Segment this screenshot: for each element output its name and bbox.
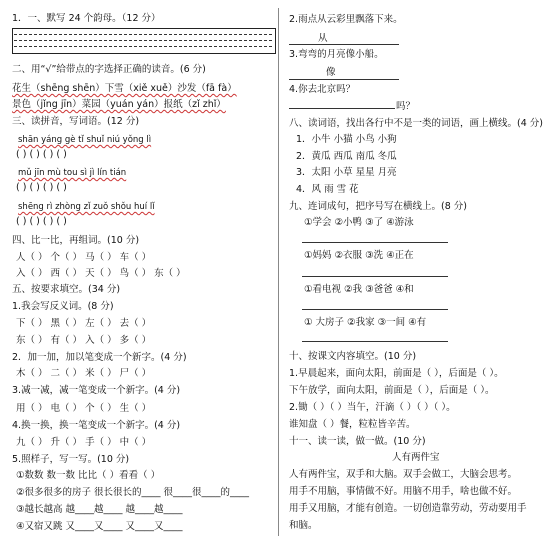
writing-guide-line bbox=[14, 40, 272, 41]
answer-line bbox=[302, 276, 448, 277]
q7-3-answer-word: 像 bbox=[326, 67, 336, 78]
q9-row-4: ① 大房子 ②我家 ③一间 ④有 bbox=[304, 317, 427, 328]
q7-2-sentence: 2.雨点从云彩里飘落下来。 bbox=[289, 14, 403, 25]
q10-row-1: 1.早晨起来，面向太阳，前面是（ ），后面是（ ）。 bbox=[289, 368, 504, 379]
q10-row-3: 2.锄（ ）（ ）当午，汗滴（ ）（ ）（ ）。 bbox=[289, 402, 456, 413]
q7-3-sentence: 3.弯弯的月亮像小船。 bbox=[289, 49, 384, 60]
q8-heading: 八、读词语，找出各行中不是一类的词语，画上横线。(4 分) bbox=[289, 118, 543, 129]
q9-row-3: ①看电视 ②我 ③爸爸 ④和 bbox=[304, 284, 414, 295]
reading-paragraph-line: 人有两件宝，双手和大脑。双手会做工，大脑会思考。 bbox=[289, 469, 518, 480]
writing-guide-line bbox=[14, 34, 272, 35]
q8-row-1: 1．小牛 小猫 小鸟 小狗 bbox=[296, 134, 397, 145]
q9-row-2: ①妈妈 ②衣服 ③洗 ④正在 bbox=[304, 250, 414, 261]
q11-heading: 十一、读一读，做一做。(10 分) bbox=[289, 436, 426, 447]
q5-1-row-2: 东（ ） 有（ ） 入（ ） 多（ ） bbox=[16, 335, 152, 346]
pinyin-row-3: shēng rì zhòng zǐ zuǒ shǒu huí lǐ bbox=[18, 202, 155, 212]
q5-5-row-3: ③越长越高 越____越____ 越____越____ bbox=[16, 504, 183, 515]
q3-heading: 三、读拼音，写词语。(12 分) bbox=[12, 116, 140, 127]
q5-1-heading: 1.我会写反义词。(8 分) bbox=[12, 301, 114, 312]
q5-2-heading: 2．加一加，加以笔变成一个新字。(4 分) bbox=[12, 352, 187, 363]
reading-paragraph-line: 和脑。 bbox=[289, 520, 318, 531]
answer-line bbox=[289, 44, 399, 45]
q5-4-row: 九（ ） 升（ ） 手（ ） 中（ ） bbox=[16, 437, 152, 448]
q5-2-row: 木（ ） 二（ ） 米（ ） 尸（ ） bbox=[16, 368, 152, 379]
q5-heading: 五、按要求填空。(34 分) bbox=[12, 284, 121, 295]
q5-3-heading: 3.减一减，减一笔变成一个新字。(4 分) bbox=[12, 385, 181, 396]
pinyin-row-2: mǔ jīn mù tou sì jì lín tián bbox=[18, 168, 127, 178]
q7-4-sentence: 4.你去北京吗？ bbox=[289, 84, 356, 95]
answer-paren-row: ( ) ( ) ( ) ( ) bbox=[16, 149, 67, 160]
answer-line bbox=[289, 79, 399, 80]
q2-row-2: 景色（jǐng jīn）菜园（yuán yán）报纸（zǐ zhǐ） bbox=[12, 99, 226, 110]
q4-row-2: 入（ ） 西（ ） 天（ ） 鸟（ ） 东（ ） bbox=[16, 268, 186, 279]
q9-heading: 九、连词成句，把序号写在横线上。(8 分) bbox=[289, 201, 467, 212]
q5-5-row-4: ④又宿又跳 又____又____ 又____又____ bbox=[16, 521, 183, 532]
q8-row-2: 2．黄瓜 西瓜 南瓜 冬瓜 bbox=[296, 151, 397, 162]
answer-paren-row: ( ) ( ) ( ) ( ) bbox=[16, 216, 67, 227]
answer-paren-row: ( ) ( ) ( ) ( ) bbox=[16, 182, 67, 193]
pinyin-writing-box bbox=[12, 28, 276, 54]
q7-4-answer-word: 吗？ bbox=[396, 101, 416, 112]
answer-line bbox=[302, 309, 448, 310]
q2-heading: 二、用“√”给带点的字选择正确的读音。(6 分) bbox=[12, 64, 206, 75]
answer-line bbox=[289, 108, 395, 109]
q4-row-1: 人（ ） 个（ ） 马（ ） 车（ ） bbox=[16, 252, 152, 263]
answer-line bbox=[302, 242, 448, 243]
q5-1-row-1: 下（ ） 黑（ ） 左（ ） 去（ ） bbox=[16, 318, 152, 329]
reading-paragraph-line: 用手不用脑，事情做不好。用脑不用手，啥也做不好。 bbox=[289, 486, 518, 497]
reading-title: 人有两件宝 bbox=[392, 452, 440, 463]
q4-heading: 四、比一比，再组词。(10 分) bbox=[12, 235, 140, 246]
q9-row-1: ①学会 ②小鸭 ③了 ④游泳 bbox=[304, 217, 414, 228]
q5-5-heading: 5.照样子，写一写。(10 分) bbox=[12, 454, 130, 465]
answer-line bbox=[302, 341, 448, 342]
q5-3-row: 用（ ） 电（ ） 个（ ） 生（ ） bbox=[16, 403, 152, 414]
q5-5-row-1: ①数数 数一数 比比（ ）看看（ ） bbox=[16, 470, 161, 481]
column-divider bbox=[278, 8, 279, 536]
q5-4-heading: 4.换一换，换一笔变成一个新字。(4 分) bbox=[12, 420, 181, 431]
q5-5-row-2: ②很多很多的房子 很长很长的____ 很____很____的____ bbox=[16, 487, 250, 498]
q2-row-1: 花生（shēng shēn）下雪（xiě xuě）沙发（fā fà） bbox=[12, 83, 237, 94]
q10-heading: 十、按课文内容填空。(10 分) bbox=[289, 351, 417, 362]
q8-row-3: 3．太阳 小草 星星 月亮 bbox=[296, 167, 397, 178]
q10-row-4: 谁知盘（ ）餐，粒粒皆辛苦。 bbox=[289, 419, 416, 430]
writing-guide-line bbox=[14, 46, 272, 47]
pinyin-row-1: shān yáng gè tǐ shuǐ niú yǒng lì bbox=[18, 135, 152, 145]
q10-row-2: 下午放学，面向太阳，前面是（ ），后面是（ ）。 bbox=[289, 385, 495, 396]
reading-paragraph-line: 用手又用脑，才能有创造。一切创造靠劳动，劳动要用手 bbox=[289, 503, 527, 514]
q1-heading: 1．一、默写 24 个韵母。（12 分） bbox=[12, 13, 161, 24]
q7-2-answer-word: 从 bbox=[318, 33, 328, 44]
q8-row-4: 4．风 雨 雪 花 bbox=[296, 184, 359, 195]
